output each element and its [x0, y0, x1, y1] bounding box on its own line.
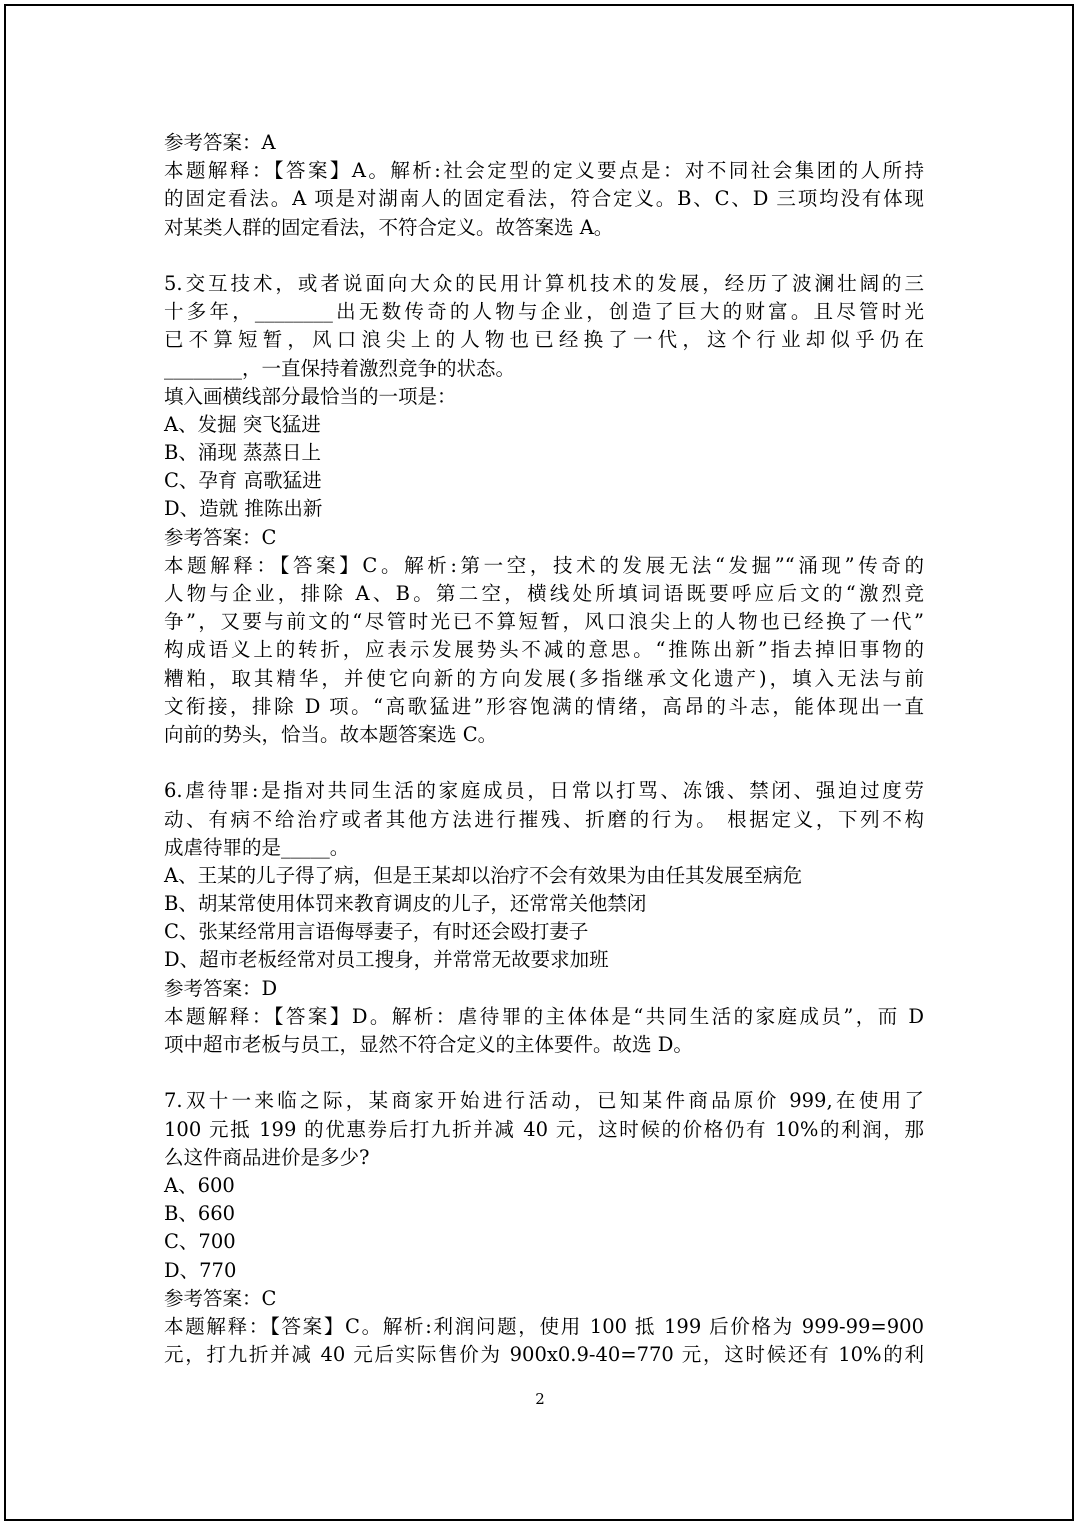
page-number: 2	[535, 1390, 545, 1408]
q4-explanation	[164, 157, 924, 242]
q6-explanation-line: 项中超市老板与员工，显然不符合定义的主体要件。故选 D。	[164, 1033, 693, 1056]
q7-stem-line: 么这件商品进价是多少?	[164, 1145, 370, 1169]
q6-answer: 参考答案：D	[164, 976, 278, 1000]
q7-stem-line: 7.双十一来临之际，某商家开始进行活动，已知某件商品原价 999,在使用了	[164, 1089, 924, 1113]
q7-answer: 参考答案：C	[164, 1286, 277, 1310]
q7-option-b: B、660	[164, 1202, 236, 1226]
q7-stem-line: 100 元抵 199 的优惠券后打九折并减 40 元，这时候的价格仍有 10%的利润，那	[164, 1117, 924, 1141]
q5-stem-line: 5.交互技术，或者说面向大众的民用计算机技术的发展，经历了波澜壮阔的三	[164, 271, 924, 295]
q6-option-d: D、超市老板经常对员工搜身，并常常无故要求加班	[164, 948, 609, 972]
q6-option-b: B、胡某常使用体罚来教育调皮的儿子，还常常关他禁闭	[164, 892, 647, 916]
q5-stem-line: 十多年，________出无数传奇的人物与企业，创造了巨大的财富。且尽管时光	[164, 300, 924, 324]
q5-stem	[164, 270, 924, 383]
q5-answer: 参考答案：C	[164, 525, 277, 549]
q5-instruction: 填入画横线部分最恰当的一项是：	[164, 384, 457, 408]
q5-option-b: B、涌现 蒸蒸日上	[164, 441, 322, 465]
q7-option-d: D、770	[164, 1258, 237, 1282]
q6-explanation-line: 本题解释：【答案】D。解析：虐待罪的主体体是“共同生活的家庭成员”，而 D	[164, 1004, 924, 1028]
q6-stem-line: 成虐待罪的是_____。	[164, 835, 350, 859]
q5-stem-line: ________，一直保持着激烈竞争的状态。	[164, 356, 516, 380]
q4-explanation-line: 对某类人群的固定看法，不符合定义。故答案选 A。	[164, 215, 614, 239]
document-body	[164, 129, 924, 1369]
q7-stem	[164, 1087, 924, 1172]
paragraph-gap	[164, 749, 924, 777]
q5-explanation	[164, 552, 924, 749]
q6-stem	[164, 777, 924, 862]
q7-option-c: C、700	[164, 1230, 236, 1254]
q6-stem-line: 6.虐待罪:是指对共同生活的家庭成员，日常以打骂、冻饿、禁闭、强迫过度劳	[164, 779, 924, 803]
paragraph-gap	[164, 242, 924, 270]
q6-stem-line: 动、有病不给治疗或者其他方法进行摧残、折磨的行为。 根据定义，下列不构	[164, 807, 924, 831]
q7-option-a: A、600	[164, 1173, 235, 1197]
q5-explanation-line: 文衔接，排除 D 项。“高歌猛进”形容饱满的情绪，高昂的斗志，能体现出一直	[164, 694, 924, 718]
paragraph-gap	[164, 1059, 924, 1087]
q5-explanation-line: 本题解释：【答案】C。解析:第一空，技术的发展无法“发掘”“涌现”传奇的	[164, 553, 924, 577]
q6-option-c: C、张某经常用言语侮辱妻子，有时还会殴打妻子	[164, 920, 589, 944]
q5-stem-line: 已不算短暂，风口浪尖上的人物也已经换了一代，这个行业却似乎仍在	[164, 328, 924, 352]
q4-explanation-line: 本题解释：【答案】A。解析:社会定型的定义要点是：对不同社会集团的人所持	[164, 159, 924, 183]
q7-explanation	[164, 1313, 924, 1369]
q5-explanation-line: 人物与企业，排除 A、B。第二空，横线处所填词语既要呼应后文的“激烈竞	[164, 582, 924, 605]
q5-explanation-line: 向前的势头，恰当。故本题答案选 C。	[164, 722, 498, 746]
q5-explanation-line: 争”，又要与前文的“尽管时光已不算短暂，风口浪尖上的人物也已经换了一代”	[164, 610, 924, 634]
q4-answer: 参考答案：A	[164, 131, 276, 154]
q5-explanation-line: 糟粕，取其精华，并使它向新的方向发展(多指继承文化遗产)，填入无法与前	[164, 666, 924, 690]
q5-explanation-line: 构成语义上的转折，应表示发展势头不减的意思。“推陈出新”指去掉旧事物的	[164, 638, 924, 662]
q5-option-d: D、造就 推陈出新	[164, 497, 323, 521]
q4-explanation-line: 的固定看法。A 项是对湖南人的固定看法，符合定义。B、C、D 三项均没有体现	[164, 187, 924, 211]
q6-option-a: A、王某的儿子得了病，但是王某却以治疗不会有效果为由任其发展至病危	[164, 863, 803, 887]
q7-explanation-line: 元，打九折并减 40 元后实际售价为 900x0.9-40=770 元，这时候还有 10%的利	[164, 1343, 924, 1367]
q5-option-a: A、发掘 突飞猛进	[164, 412, 321, 436]
q7-explanation-line: 本题解释：【答案】C。解析:利润问题，使用 100 抵 199 后价格为 999-99=900	[164, 1314, 924, 1338]
q5-option-c: C、孕育 高歌猛进	[164, 469, 322, 493]
q6-explanation	[164, 1003, 924, 1059]
